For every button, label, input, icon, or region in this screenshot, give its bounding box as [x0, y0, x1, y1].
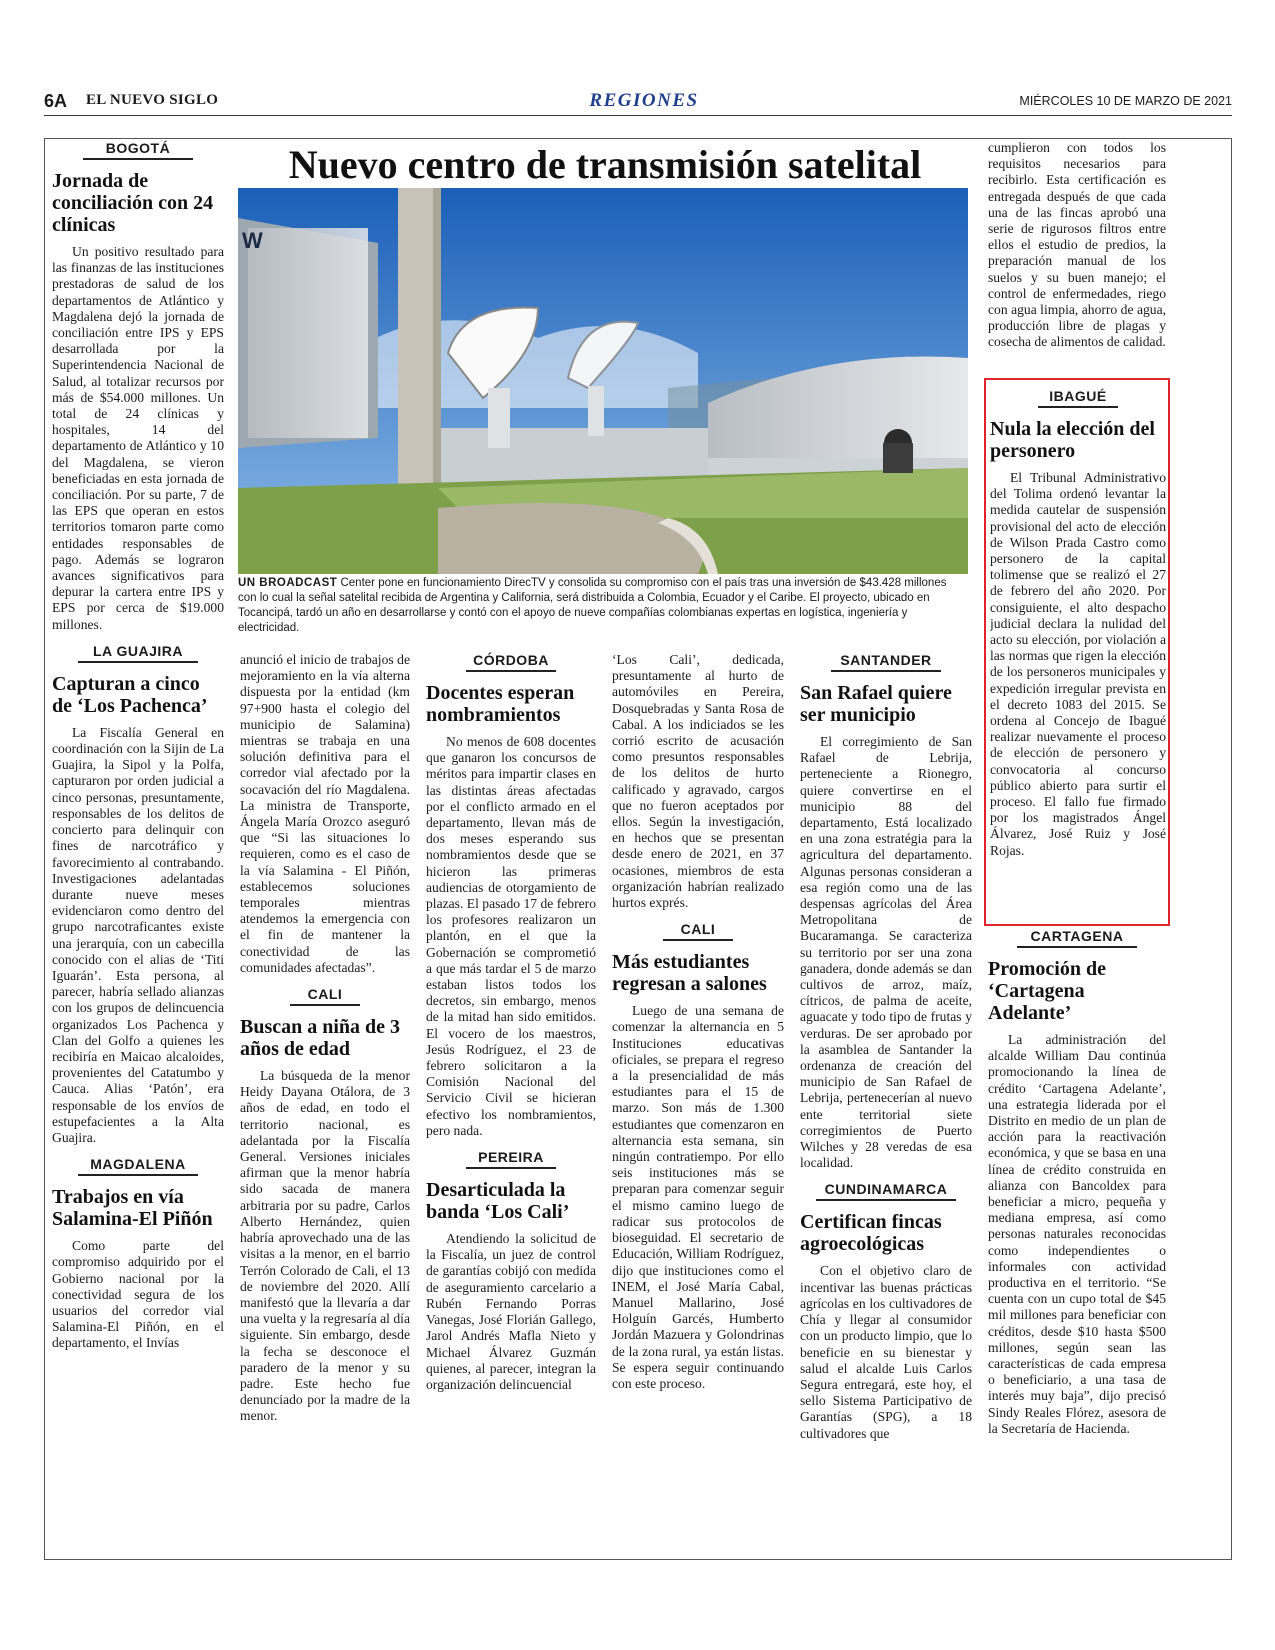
article-body: La búsqueda de la menor Heidy Dayana Otálora, de 3 años de edad, en todo el territorio nacional, es adelantada por la Fiscalía General. Versiones iniciales afirman que la menor habría sido sacada de manera arbitraria por su padre, Carlos Alberto Hernández, quien habría aprovechado una de las visitas a la menor, en el barrio Terrón Colorado de Cali, el 13 de noviembre del 2020. Allí manifestó que la llevaría a dar una vuelta y la regresaría al día siguiente. Sin embargo, desde la fecha se desconoce el paradero de la menor y su padre. Este hecho fue denunciado por la madre de la menor. [240, 1068, 410, 1424]
article-body: Un positivo resultado para las finanzas de las instituciones prestadoras de salud de los departamentos de Atlántico y Magdalena dejó la jornada de conciliación entre IPS y EPS desarrollada por la Superintendencia Nacional de Salud, al totalizar recursos por más de $54.000 millones. Un total de 24 clínicas y hospitales, 14 del departamento de Atlántico y 10 del Magdalena, se vieron beneficiadas en esta jornada de conciliación. Por su parte, 7 de las EPS que operan en estos territorios tomaron parte como entidades responsables de pago. Además se lograron avances significativos para depurar la cartera entre IPS y EPS por cerca de $19.000 millones. [52, 244, 224, 632]
article-guajira [52, 643, 224, 1146]
article-kicker: LA GUAJIRA [78, 643, 198, 663]
article-headline: Promoción de ‘Cartagena Adelante’ [988, 958, 1106, 1024]
article-kicker: IBAGUÉ [1038, 388, 1118, 408]
article-headline: Más estudiantes regresan a salones [612, 951, 767, 996]
article-cartagena [988, 928, 1166, 1556]
article-headline: Buscan a niña de 3 años de edad [240, 1016, 401, 1061]
article-cordoba [426, 652, 596, 1139]
article-kicker: CALI [663, 921, 733, 941]
article-cali-missing-girl [240, 986, 410, 1424]
article-body: No menos de 608 docentes que ganaron los concursos de méritos para impartir clases en las distintas áreas afectadas por el conflicto armado en el departamento, llevan más de dos meses esperando sus nombramientos desde que se hicieron las primeras audiencias de otorgamiento de plazas. El pasado 17 de febrero los profesores realizaron un plantón, en el que la Gobernación se comprometió a que más tardar el 5 de marzo estaban listos todos los decretos, sin embargo, menos de la mitad han sido emitidos. El vocero de los maestros, Jesús Rodríguez, el 23 de febrero solicitaron a la Comisión Nacional del Servicio Civil se hicieran efectivo los nombramientos, pero nada. [426, 734, 596, 1138]
page-number: 6A [44, 91, 68, 111]
article-body: Como parte del compromiso adquirido por el Gobierno nacional por la conectividad segura de los usuarios del corredor vial Salamina-El Piñón, en el departamento, el Invías [52, 1238, 224, 1351]
article-magdalena [52, 1156, 224, 1351]
svg-text:W: W [242, 228, 263, 253]
article-kicker: CÓRDOBA [466, 652, 556, 672]
article-kicker: CALI [290, 986, 360, 1006]
article-headline: Nula la elección del personero [990, 418, 1155, 462]
article-pereira [426, 1149, 596, 1393]
article-headline: Desarticulada la banda ‘Los Cali’ [426, 1179, 570, 1224]
article-kicker: MAGDALENA [78, 1156, 198, 1176]
article-ibague [990, 388, 1166, 918]
article-cundinamarca-continued: cumplieron con todos los requisitos necesarios para recibirlo. Esta certificación es entregada después de que cada una de las fincas aprobó una serie de rigurosos filtros entre ellos el estudio de predios, la preparación manual de los suelos y su buen manejo; el control de enfermedades, riego con agua limpia, ahorro de agua, producción libre de plagas y cosecha de alimentos de calidad. [988, 140, 1166, 350]
article-body: Atendiendo la solicitud de la Fiscalía, un juez de control de garantías cobijó con medida de aseguramiento carcelario a Rubén Fernando Porras Vanegas, José Florián Gallego, Jarol Andrés Mafla Nieto y Michael Álvarez Guzmán quienes, al parecer, integran la organización delincuencial [426, 1231, 596, 1392]
article-headline: Jornada de conciliación con 24 clínicas [52, 170, 214, 236]
newspaper-name: EL NUEVO SIGLO [86, 92, 219, 108]
article-body: El corregimiento de San Rafael de Lebrija, perteneciente a Rionegro, quiere convertirse en el municipio 88 del departamento, Está localizado en una zona estratégia para la agricultura del departamento. Algunas personas consideran a esa región como una de las despensas agrícolas del Área Metropolitana de Bucaramanga. Se caracteriza su territorio por ser una zona ganadera, donde además se dan cultivos de arroz, maíz, cítricos, de palma de aceite, aguacate y todo tipo de frutas y verduras. De ser aprobado por la asamblea de Santander la ordenanza de creación del municipio de San Rafael de Lebrija, pertenecerían al nuevo ente territorial siete corregimientos de Puerto Wilches y 28 veredas de esa localidad. [800, 734, 972, 1171]
page-header [44, 90, 1232, 116]
article-headline: Certifican fincas agroecológicas [800, 1211, 942, 1256]
article-headline: Trabajos en vía Salamina-El Piñón [52, 1186, 213, 1231]
article-kicker: SANTANDER [831, 652, 941, 672]
article-cundinamarca [800, 1181, 972, 1441]
article-kicker: CUNDINAMARCA [816, 1181, 956, 1201]
article-body: Luego de una semana de comenzar la alternancia en 5 Instituciones educativas oficiales, se prepara el regreso a la presencialidad de más estudiantes para el 15 de marzo. Son más de 1.300 estudiantes que comenzaron en alternancia esta semana, sin ningún contratiempo. Por ello seis instituciones más se preparan para comenzar seguir el mismo camino luego de radicar sus protocolos de bioseguidad. El secretario de Educación, William Rodríguez, dijo que instituciones como el INEM, el José María Cabal, Manuel Mallarino, José Holguín Garcés, Humberto Jordán Mazuera y Golondrinas de la zona rural, ya están listas. Se espera seguir continuando con este proceso. [612, 1003, 784, 1391]
photo-caption [238, 576, 968, 636]
column-4 [612, 652, 784, 1554]
column-right-top [988, 140, 1166, 376]
section-name: REGIONES [589, 90, 699, 111]
article-body: Con el objetivo claro de incentivar las buenas prácticas agrícolas en los cultivadores de Chía y llegar al consumidor con un producto limpio, que lo beneficie en su bienestar y salud el alcalde Luis Carlos Segura entregará, este hoy, el sello Sistema Participativo de Garantías (SPG), a 18 cultivadores que [800, 1263, 972, 1441]
issue-date: MIÉRCOLES 10 DE MARZO DE 2021 [1019, 94, 1232, 108]
column-left [52, 140, 224, 1556]
caption-text: Center pone en funcionamiento DirecTV y consolida su compromiso con el país tras una inversión de $43.428 millones con lo cual la señal satelital recibida de Argentina y California, será distribuida a Colombia, Ecuador y el Caribe. El proyecto, ubicado en Tocancipá, tardó un año en desarrollarse y contó con el apoyo de nueve compañías colombianas expertas en logística, ingeniería y electricidad. [238, 577, 947, 634]
article-headline: San Rafael quiere ser municipio [800, 682, 952, 726]
article-pereira-continued: ‘Los Cali’, dedicada, presuntamente al hurto de automóviles en Pereira, Dosquebradas y Santa Rosa de Cabal. A los indiciados se les corrió escrito de acusación como presuntos responsables de los delitos de hurto calificado y agravado, cargos que no fueron aceptados por ellos. Según la investigación, en hechos que se presentan desde enero de 2021, en 37 ocasiones, miembros de esta organización habrían realizado hurtos exprés. [612, 652, 784, 911]
article-bogota [52, 140, 224, 633]
article-kicker: BOGOTÁ [83, 140, 193, 160]
caption-lead: UN BROADCAST [238, 577, 338, 589]
article-kicker: CARTAGENA [1017, 928, 1137, 948]
article-kicker: PEREIRA [466, 1149, 556, 1169]
article-magdalena-continued: anunció el inicio de trabajos de mejoramiento en la vía alterna dispuesta por la entidad (km 97+900 hasta el colegio del municipio de Salamina) mientras se trabaja en una solución definitiva para el corredor vial afectado por la socavación del río Magdalena. La ministra de Transporte, Ángela María Orozco aseguró que “Si las situaciones lo requieren, como es el caso de la vía Salamina - El Piñón, establecemos soluciones temporales mientras atendemos la emergencia con el fin de mantener la conectividad de las comunidades afectadas”. [240, 652, 410, 975]
article-body: La Fiscalía General en coordinación con la Sijin de La Guajira, la Sipol y la Polfa, capturaron por orden judicial a cinco personas, presuntamente, responsables de los delitos de concierto para delinquir con fines de narcotráfico y favorecimiento al contrabando. Investigaciones adelantadas durante nueve meses evidenciaron como dentro del grupo narcotraficantes existe una jerarquía, con un cabecilla conocido con el alias de ‘Titi Iguarán’. Esta persona, al parecer, habría sellado alianzas con los grupos de delincuencia organizados Los Pachenca y Clan del Golfo a quienes les recibiría en Maicao alcaloides, provenientes del Catatumbo y Cauca. Alias ‘Patón’, era responsable de los envíos de estupefacientes a la Alta Guajira. [52, 724, 224, 1145]
article-santander [800, 652, 972, 1171]
satellite-dish-image [238, 188, 968, 574]
article-headline: Docentes esperan nombramientos [426, 682, 575, 726]
main-headline: Nuevo centro de transmisión satelital [288, 142, 922, 187]
satellite-photo [238, 188, 968, 574]
column-3 [426, 652, 596, 1554]
article-cali-students [612, 921, 784, 1392]
column-2 [240, 652, 410, 1554]
article-body: La administración del alcalde William Dau continúa promocionando la línea de crédito ‘Cartagena Adelante’, una estrategia liderada por el Distrito en medio de un plan de acción para la reactivación económica, y que se basa en una línea de crédito construida en alianza con Bancoldex para beneficiar a micro, pequeña y mediana empresa, así como personas naturales reconocidas como independientes o informales con actividad productiva en el territorio. “Se cuenta con un cupo total de $45 mil millones para beneficiar con créditos, desde $10 hasta $500 millones, según sean las características de cada empresa o beneficiario, a una tasa de interés muy baja”, dijo precisó Sindy Reales Flórez, asesora de la Secretaría de Hacienda. [988, 1032, 1166, 1436]
article-headline: Capturan a cinco de ‘Los Pachenca’ [52, 672, 208, 717]
article-body: El Tribunal Administrativo del Tolima ordenó levantar la medida cautelar de suspensión provisional del acto de elección de Wilson Prada Castro como personero de la capital tolimense que se realizó el 27 de febrero del año 2020. Por consiguiente, el alto despacho judicial declara la nulidad del acto su elección, por violación a las normas que rigen la elección de los personeros municipales y expedición irregular prevista en el decreto 1083 del 2015. Se ordena al Concejo de Ibagué realizar nuevamente el proceso de elección de personero y convocatoria al concurso público abierto para surtir el proceso. El fallo fue firmado por los magistrados Ángel Álvarez, José Ruiz y José Rojas. [990, 470, 1166, 858]
column-5 [800, 652, 972, 1554]
